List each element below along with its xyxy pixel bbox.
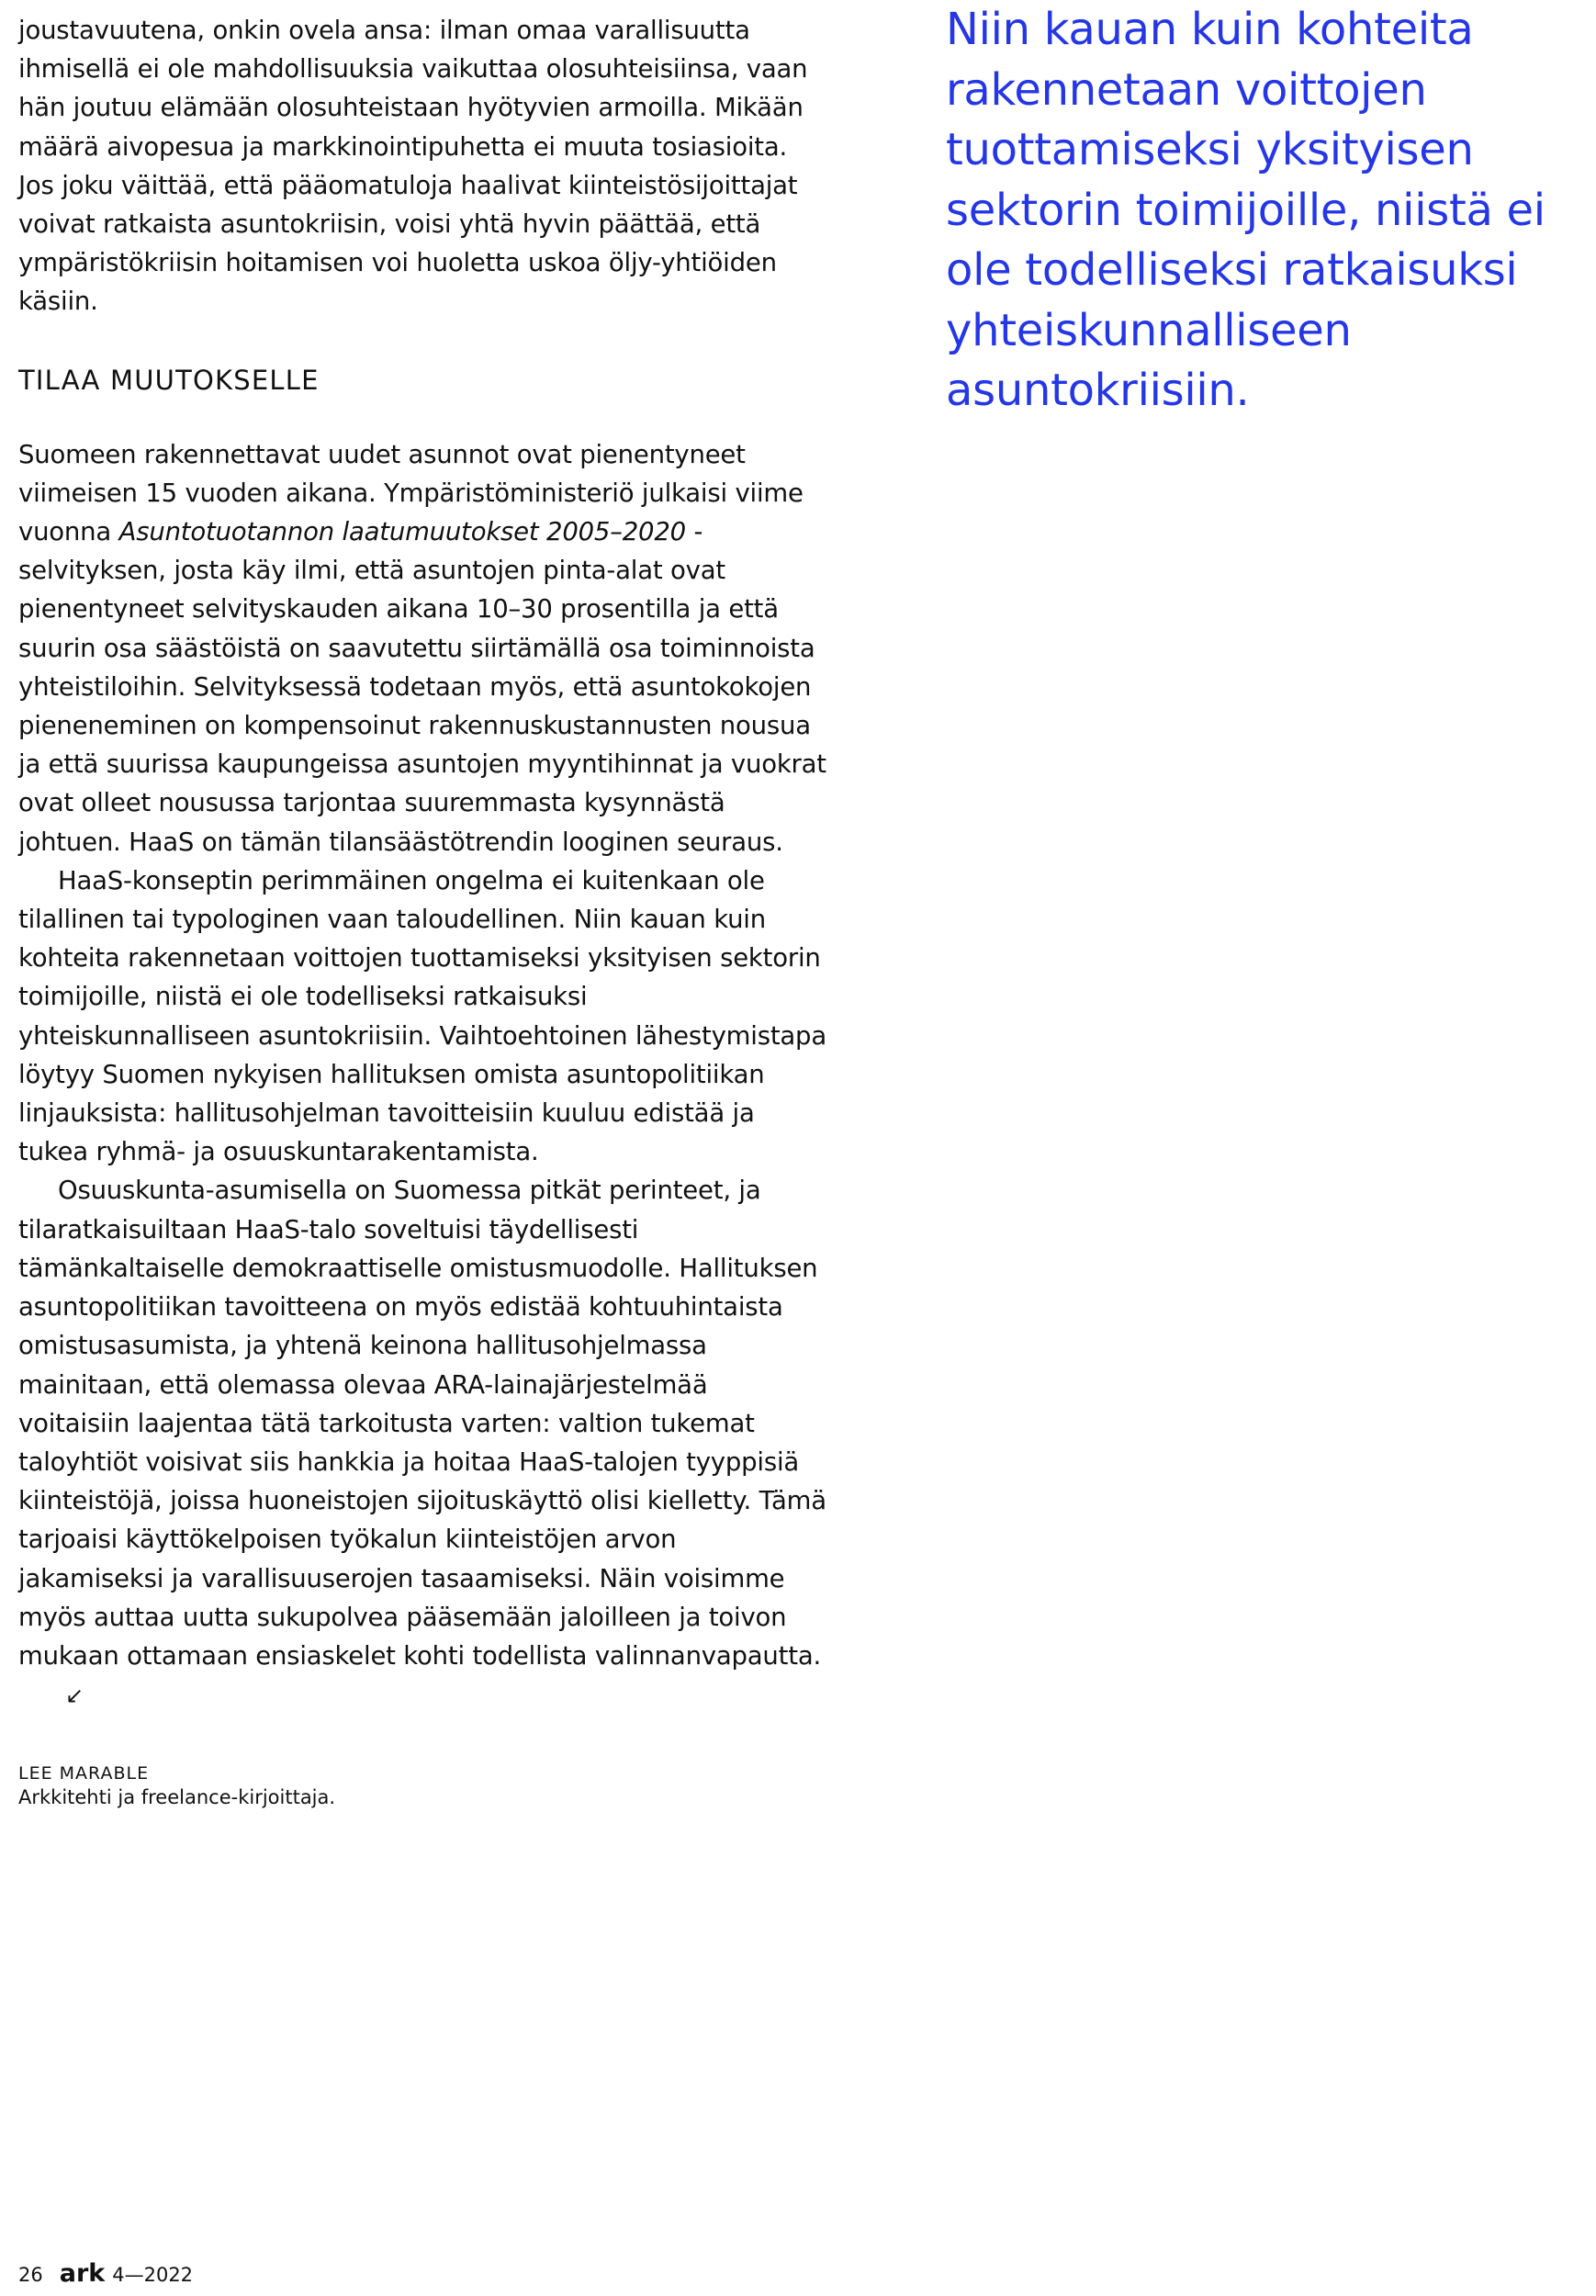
page-number: 26 [18, 2264, 43, 2286]
byline [18, 1762, 826, 1810]
magazine-logo: ark [59, 2259, 106, 2288]
issue-number: 4—2022 [112, 2264, 194, 2286]
author-role: Arkkitehti ja freelance-kirjoittaja. [18, 1786, 336, 1809]
author-name: LEE MARABLE [18, 1763, 150, 1784]
pull-quote: Niin kauan kuin kohteita rakennetaan voittojen tuottamiseksi yksityisen sektorin toimijoille, niistä ei ole todelliseksi ratkaisuksi yhteiskunnalliseen asuntokriisiin. [946, 4, 1545, 416]
paragraph-1-start: Suomeen rakennettavat uudet asunnot ovat pienentyneet viimeisen 15 vuoden aikana. Ympäristöministeriö julkaisi viime vuonna [18, 439, 804, 547]
paragraph-1 [18, 435, 826, 861]
paragraph-2: HaaS-konseptin perimmäinen ongelma ei kuitenkaan ole tilallinen tai typologinen vaan taloudellinen. Niin kauan kuin kohteita rakennetaan voittojen tuottamiseksi yksityisen sektorin toimijoille, niistä ei ole todelliseksi ratkaisuksi yhteiskunnalliseen asuntokriisiin. Vaihtoehtoinen lähestymistapa löytyy Suomen nykyisen hallituksen omista asuntopolitiikan linjauksista: hallitusohjelman tavoitteisiin kuuluu edistää ja tukea ryhmä- ja osuuskuntarakentamista. [18, 865, 826, 1167]
paragraph-1-end: -selvityksen, josta käy ilmi, että asuntojen pinta-alat ovat pienentyneet selvityskauden aikana 10–30 prosentilla ja että suurin osa säästöistä on saavutettu siirtämällä osa toiminnoista yhteistiloihin. Selvityksessä todetaan myös, että asuntokokojen pieneneminen on kompensoinut rakennuskustannusten nousua ja että suurissa kaupungeissa asuntojen myyntihinnat ja vuokrat ovat olleet nousussa tarjontaa suuremmasta kysynnästä johtuen. HaaS on tämän tilansäästötrendin looginen seuraus. [18, 517, 826, 857]
section-heading: TILAA MUUTOKSELLE [18, 364, 320, 396]
report-title: Asuntotuotannon laatumuutokset 2005–2020 [118, 517, 686, 547]
page-footer [18, 2261, 193, 2288]
paragraph-3 [18, 1171, 826, 1715]
paragraph-3-text: Osuuskunta-asumisella on Suomessa pitkät perinteet, ja tilaratkaisuiltaan HaaS-talo soveltuisi täydellisesti tämänkaltaiselle demokraattiselle omistusmuodolle. Hallituksen asuntopolitiikan tavoitteena on myös edistää kohtuuhintaista omistusasumista, ja yhtenä keinona hallitusohjelmassa mainitaan, että olemassa olevaa ARA-lainajärjestelmää voitaisiin laajentaa tätä tarkoitusta varten: valtion tukemat taloyhtiöt voisivat siis hankkia ja hoitaa HaaS-talojen tyyppisiä kiinteistöjä, joissa huoneistojen sijoituskäyttö olisi kielletty. Tämä tarjoaisi käyttökelpoisen työkalun kiinteistöjen arvon jakamiseksi ja varallisuuserojen tasaamiseksi. Näin voisimme myös auttaa uutta sukupolvea pääsemään jaloilleen ja toivon mukaan ottamaan ensiaskelet kohti todellista valinnanvapautta. [18, 1176, 826, 1671]
end-mark-icon: ↙ [65, 1683, 84, 1709]
article-body [18, 11, 826, 1810]
paragraph-intro: joustavuutena, onkin ovela ansa: ilman omaa varallisuutta ihmisellä ei ole mahdollisuuksia vaikuttaa olosuhteisiinsa, vaan hän joutuu elämään olosuhteistaan hyötyvien armoilla. Mikään määrä aivopesua ja markkinointipuhetta ei muuta tosiasioita. Jos joku väittää, että pääomatuloja haalivat kiinteistösijoittajat voivat ratkaista asuntokriisin, voisi yhtä hyvin päättää, että ympäristökriisin hoitamisen voi huoletta uskoa öljy-yhtiöiden käsiin. [18, 16, 808, 317]
